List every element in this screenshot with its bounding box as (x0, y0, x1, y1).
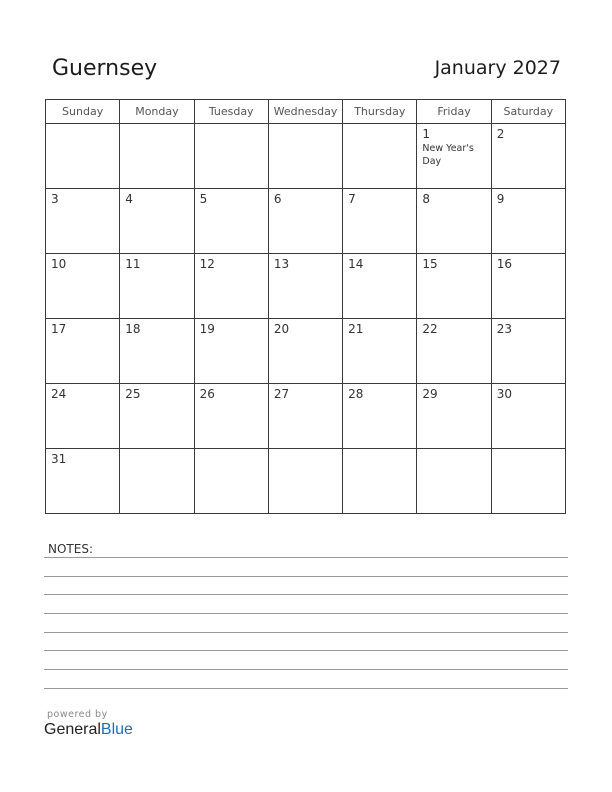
day-number: 16 (496, 257, 512, 271)
day-cell (46, 189, 120, 254)
day-cell-content (417, 319, 490, 339)
day-cell (194, 189, 268, 254)
day-cell (491, 189, 565, 254)
day-cell (120, 449, 194, 514)
day-cell (268, 124, 342, 189)
day-cell-content (417, 384, 490, 404)
day-cell-content (195, 319, 268, 339)
day-cell-content (492, 124, 565, 144)
day-number: 19 (199, 322, 215, 336)
day-cell-content (492, 319, 565, 339)
day-cell (194, 319, 268, 384)
day-cell-content (46, 449, 119, 469)
day-number: 12 (199, 257, 215, 271)
day-cell (194, 124, 268, 189)
month-title: January 2027 (434, 57, 561, 79)
day-number: 25 (125, 387, 141, 401)
weekday-thursday: Thursday (343, 100, 417, 124)
day-number: 4 (125, 192, 133, 206)
day-number: 10 (51, 257, 67, 271)
day-cell-content (120, 384, 193, 404)
week-row (46, 449, 566, 514)
day-cell-content (269, 124, 342, 130)
weekday-wednesday: Wednesday (268, 100, 342, 124)
day-number: 5 (199, 192, 208, 206)
day-number: 28 (348, 387, 364, 401)
day-number: 11 (125, 257, 141, 271)
day-cell (343, 319, 417, 384)
holiday-label: New Year's Day (422, 143, 474, 167)
day-number: 20 (273, 322, 290, 336)
day-number: 22 (422, 322, 438, 336)
day-cell-content (269, 254, 342, 274)
week-row (46, 124, 566, 189)
day-cell-content (120, 189, 193, 209)
day-cell-content (343, 254, 416, 274)
day-cell-content (343, 449, 416, 455)
day-cell-content (269, 384, 342, 404)
day-cell-content (46, 384, 119, 404)
day-cell-content (195, 384, 268, 404)
day-cell (120, 254, 194, 319)
note-line (44, 650, 568, 651)
day-number: 21 (348, 322, 364, 336)
generalblue-logo[interactable] (44, 721, 133, 739)
day-cell-content (195, 449, 268, 455)
day-cell (46, 449, 120, 514)
day-cell-content (492, 189, 565, 209)
day-cell (343, 384, 417, 449)
day-number: 14 (348, 257, 364, 271)
week-row (46, 319, 566, 384)
weekday-sunday: Sunday (46, 100, 120, 124)
day-cell (491, 449, 565, 514)
note-line (44, 613, 568, 614)
day-cell-content (195, 189, 268, 209)
note-line (44, 576, 568, 577)
day-cell-content (417, 189, 490, 209)
day-cell-content (120, 449, 193, 455)
day-cell (268, 189, 342, 254)
day-cell (194, 384, 268, 449)
day-cell (268, 449, 342, 514)
day-cell (46, 254, 120, 319)
day-number: 13 (273, 257, 290, 271)
day-cell-content (492, 449, 565, 455)
day-cell-content (46, 124, 119, 130)
week-row (46, 384, 566, 449)
day-cell-content (46, 319, 119, 339)
brand-general: General (44, 721, 101, 738)
day-number: 29 (422, 387, 438, 401)
day-number: 8 (422, 192, 431, 206)
day-cell-content (492, 254, 565, 274)
day-cell-content (46, 254, 119, 274)
day-cell-content (269, 449, 342, 455)
day-cell-content (195, 254, 268, 274)
country-title: Guernsey (52, 56, 158, 81)
day-cell-content (120, 254, 193, 274)
calendar-body (46, 124, 566, 514)
day-cell (268, 319, 342, 384)
day-cell (120, 319, 194, 384)
week-row (46, 254, 566, 319)
day-cell (417, 449, 491, 514)
notes-label: NOTES: (48, 542, 93, 556)
day-number: 26 (199, 387, 215, 401)
note-line (44, 632, 568, 633)
weekday-saturday: Saturday (491, 100, 565, 124)
day-number: 1 (422, 127, 431, 141)
day-cell-content (46, 189, 119, 209)
day-number: 18 (125, 322, 141, 336)
calendar-grid (45, 99, 566, 514)
note-line (44, 688, 568, 689)
day-cell (343, 124, 417, 189)
day-cell-content (120, 124, 193, 130)
day-cell-content (269, 319, 342, 339)
brand-blue: Blue (100, 721, 133, 738)
day-cell (46, 384, 120, 449)
day-cell (491, 254, 565, 319)
weekday-tuesday: Tuesday (194, 100, 268, 124)
day-cell (417, 124, 491, 189)
weekday-header-row (46, 100, 566, 124)
day-cell (491, 384, 565, 449)
day-cell (46, 319, 120, 384)
day-cell (120, 124, 194, 189)
day-cell-content (343, 124, 416, 130)
day-cell (417, 384, 491, 449)
day-cell (343, 449, 417, 514)
powered-by-text: powered by (47, 709, 108, 720)
day-number: 31 (51, 452, 67, 466)
day-cell (194, 449, 268, 514)
day-cell-content (417, 254, 490, 274)
day-cell (417, 254, 491, 319)
day-cell (194, 254, 268, 319)
day-cell (343, 254, 417, 319)
day-cell (343, 189, 417, 254)
day-cell-content (343, 319, 416, 339)
day-number: 17 (51, 322, 67, 336)
day-cell (46, 124, 120, 189)
day-cell (120, 384, 194, 449)
day-number: 30 (496, 387, 512, 401)
day-cell (491, 124, 565, 189)
day-cell (268, 384, 342, 449)
weekday-friday: Friday (417, 100, 491, 124)
day-number: 9 (496, 192, 505, 206)
day-cell (120, 189, 194, 254)
day-cell-content (343, 189, 416, 209)
day-cell (491, 319, 565, 384)
note-line (44, 594, 568, 595)
day-number: 24 (51, 387, 67, 401)
day-number: 23 (496, 322, 512, 336)
day-number: 3 (51, 192, 59, 206)
day-number: 27 (273, 387, 290, 401)
day-cell-content (195, 124, 268, 130)
day-number: 7 (348, 192, 356, 206)
day-cell (417, 319, 491, 384)
day-cell-content (492, 384, 565, 404)
day-cell-content (417, 449, 490, 455)
weekday-monday: Monday (120, 100, 194, 124)
day-number: 6 (273, 192, 282, 206)
day-cell (268, 254, 342, 319)
day-cell (417, 189, 491, 254)
week-row (46, 189, 566, 254)
note-line (44, 669, 568, 670)
day-cell-content (417, 124, 490, 171)
day-cell-content (269, 189, 342, 209)
day-number: 2 (496, 127, 505, 141)
day-number: 15 (422, 257, 438, 271)
day-cell-content (120, 319, 193, 339)
day-cell-content (343, 384, 416, 404)
note-line (44, 557, 568, 558)
